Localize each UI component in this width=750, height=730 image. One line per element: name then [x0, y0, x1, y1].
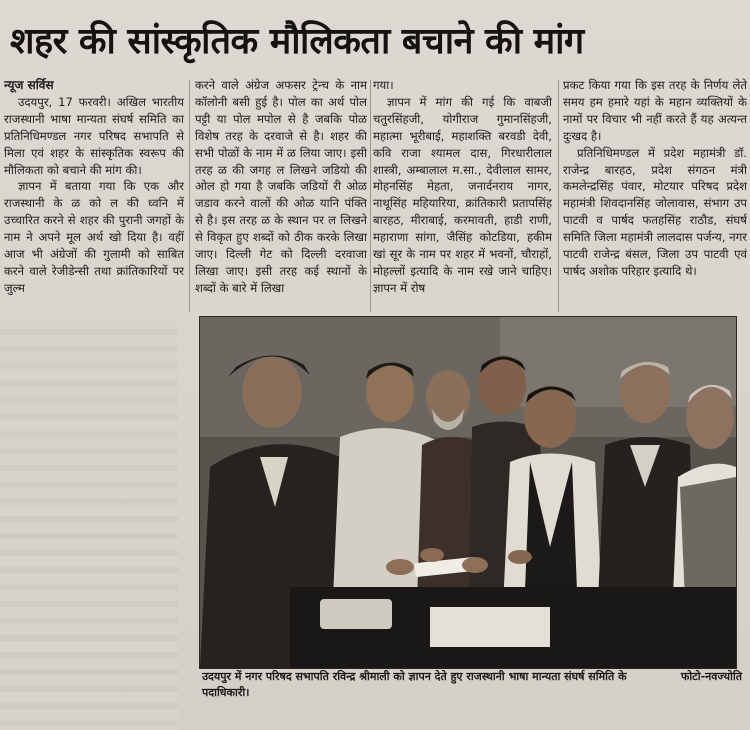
photo-caption: [202, 669, 742, 713]
bleed-through-text: [0, 318, 178, 730]
column-divider: [370, 80, 371, 312]
paragraph: प्रतिनिधिमण्डल में प्रदेश महामंत्री डॉ. राजेन्द्र बारहठ, प्रदेश संगठन मंत्री कमलेन्द्रसिंह पंवार, मोटयार परिषद प्रदेश महामंत्री शिवदानसिंह जोलावास, संभाग उप पाटवी व पार्षद फतहसिंह राठौड, संघर्ष समिति जिला महामंत्री लालदास पर्जन्य, नगर पाटवी राजेन्द्र बंसल, जिला उप पाटवी एवं पार्षद अशोक परिहार इत्यादि थे।: [563, 145, 747, 278]
paragraph: ज्ञापन में बताया गया कि एक और राजस्थानी के ळ को ल की ध्वनि में उच्चारित करने से शहर की पुरानी जगहों के नाम ने अपने मूल अर्थ खो दिया है। वहीं आज भी अंग्रेजों की गुलामी को साबित करने वाले रेजीडेन्सी तथा क्रांतिकारियों पर जुल्म: [4, 179, 184, 295]
article-column-3: [373, 77, 552, 317]
caption-text: उदयपुर में नगर परिषद सभापति रविन्द्र श्रीमाली को ज्ञापन देते हुए राजस्थानी भाषा मान्यता संघर्ष समिति के पदाधिकारी।: [202, 670, 627, 699]
paragraph: गया।: [373, 78, 394, 92]
paragraph: उदयपुर, 17 फरवरी। अखिल भारतीय राजस्थानी भाषा मान्यता संघर्ष समिति का प्रतिनिधिमण्डल नगर परिषद सभापति से मिला एवं शहर के सांस्कृतिक स्वरूप की मौलिकता को बचाने की मांग की।: [4, 94, 184, 177]
news-photo: [199, 316, 737, 669]
byline: न्यूज सर्विस: [4, 78, 54, 92]
photo-credit: फोटो-नवज्योति: [680, 670, 742, 683]
paragraph: प्रकट किया गया कि इस तरह के निर्णय लेते समय हम हमारे यहां के महान व्यक्तियों के नामों पर विचार भी नहीं करते हैं यह अत्यन्त दुःखद है।: [563, 78, 747, 143]
article-column-2: [195, 77, 367, 315]
headline: शहर की सांस्कृतिक मौलिकता बचाने की मांग: [10, 21, 584, 62]
group-photo-illustration: [200, 317, 736, 668]
article-column-1: [4, 77, 184, 317]
paragraph: ज्ञापन में मांग की गई कि वाबजी चतुरसिंहजी, योगीराज गुमानसिंहजी, महात्मा भूरीबाई, महाशक्ति बरवडी देवी, कवि राजा श्यामल दास, गिरधारीलाल शास्त्री, अम्बालाल म.सा., देवीलाल सामर, मोहनसिंह मेहता, जनार्दनराय नागर, नाथूसिंह महियारिया, क्रांतिकारी प्रतापसिंह बारहठ, मीराबाई, करमावती, हाडी राणी, महाराणा सांगा, जैसिंह कोटडिया, हकीम खां सूर के नाम पर शहर में भवनों, चौराहों, मोहल्लों इत्यादि के नाम रखे जाने चाहिए। ज्ञापन में रोष: [373, 94, 552, 295]
paragraph: करने वाले अंग्रेज अफसर ट्रेन्च के नाम कॉलोनी बसी हुई है। पोल का अर्थ पोल पट्टी या पोल मपोल से है जबकि पोळ विशेष तरह के दरवाजे से है। शहर की सभी पोळों के नाम में ळ लिया जाए। इसी तरह ळ की जगह ल लिखने जडियो की ओल हो गया है जबकि जडियों री ओळ जडाव करने वालों की ओळ यानि पंक्ति से है। इस तरह ळ के स्थान पर ल लिखने से विकृत हुए शब्दों को ठीक करके लिखा जाए। दिल्ली गेट को दिल्ली दरवाजा लिखा जाए। इसी तरह कई स्थानों के शब्दों के बारे में लिखा: [195, 78, 367, 295]
article-column-4: [563, 77, 747, 317]
column-divider: [189, 80, 190, 312]
column-divider: [558, 80, 559, 312]
